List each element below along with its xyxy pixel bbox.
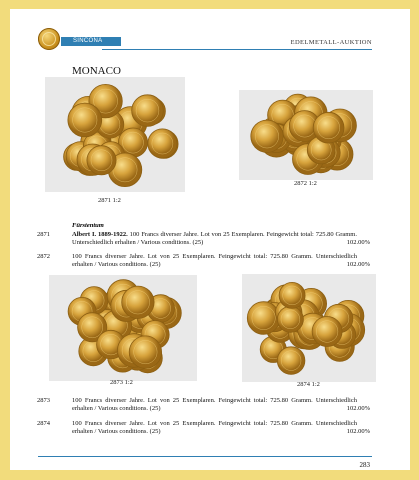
lot-description: 100 Francs diverser Jahre. Lot von 25 Exemplaren. Feingewicht total: 725.80 Gramm. Unterschiedlich erhalten / Various conditions. (25) bbox=[72, 420, 357, 435]
gold-coin-icon bbox=[129, 336, 161, 368]
gold-coin-icon bbox=[132, 95, 164, 127]
lot-price: 102.00% bbox=[346, 239, 370, 246]
lot-number: 2872 bbox=[37, 253, 50, 260]
caption-2871: 2871 1:2 bbox=[98, 197, 121, 204]
header-rule bbox=[102, 49, 372, 50]
gold-coin-icon bbox=[251, 120, 283, 152]
footer-rule bbox=[38, 456, 372, 457]
coin-photo-2873 bbox=[49, 275, 197, 381]
country-heading: MONACO bbox=[72, 65, 121, 77]
lot-number: 2874 bbox=[37, 420, 50, 427]
gold-coin-icon bbox=[148, 129, 177, 158]
lot-description bbox=[72, 231, 357, 247]
catalog-page bbox=[10, 9, 410, 470]
lot-number: 2873 bbox=[37, 397, 50, 404]
page-number: 283 bbox=[359, 461, 370, 469]
gold-coin-icon bbox=[87, 146, 116, 175]
header-title: EDELMETALL-AUKTION bbox=[290, 39, 372, 46]
gold-coin-icon bbox=[312, 317, 342, 347]
lot-description: 100 Francs diverser Jahre. Lot von 25 Exemplaren. Feingewicht total: 725.80 Gramm. Unterschiedlich erhalten / Various conditions. (25) bbox=[72, 253, 357, 268]
lot-price: 102.00% bbox=[346, 261, 370, 268]
sincona-logo-coin-icon bbox=[38, 28, 60, 50]
lot-price: 102.00% bbox=[346, 428, 370, 435]
caption-2874: 2874 1:2 bbox=[297, 381, 320, 388]
section-title: Fürstentum bbox=[72, 222, 104, 229]
gold-coin-icon bbox=[277, 306, 303, 332]
gold-coin-icon bbox=[313, 112, 344, 143]
gold-coin-icon bbox=[68, 103, 102, 137]
coin-photo-2872 bbox=[239, 90, 373, 180]
coin-photo-2874 bbox=[242, 274, 376, 382]
caption-2873: 2873 1:2 bbox=[110, 379, 133, 386]
lot-number: 2871 bbox=[37, 231, 50, 238]
coin-photo-2871 bbox=[45, 77, 185, 192]
lot-price: 102.00% bbox=[346, 405, 370, 412]
sincona-logo: SINCONA bbox=[61, 37, 121, 46]
gold-coin-icon bbox=[279, 282, 305, 308]
lot-ruler: Albert I. 1889-1922. bbox=[72, 231, 128, 238]
gold-coin-icon bbox=[247, 302, 280, 335]
caption-2872: 2872 1:2 bbox=[294, 180, 317, 187]
lot-text: 100 Francs diverser Jahre. Lot von 25 Exemplaren. Feingewicht total: 725.80 Gramm. Unterschiedlich erhalten / Various conditions. (25) bbox=[72, 231, 357, 246]
lot-description: 100 Francs diverser Jahre. Lot von 25 Exemplaren. Feingewicht total: 725.80 Gramm. Unterschiedlich erhalten / Various conditions. (25) bbox=[72, 397, 357, 412]
gold-coin-icon bbox=[122, 286, 154, 318]
